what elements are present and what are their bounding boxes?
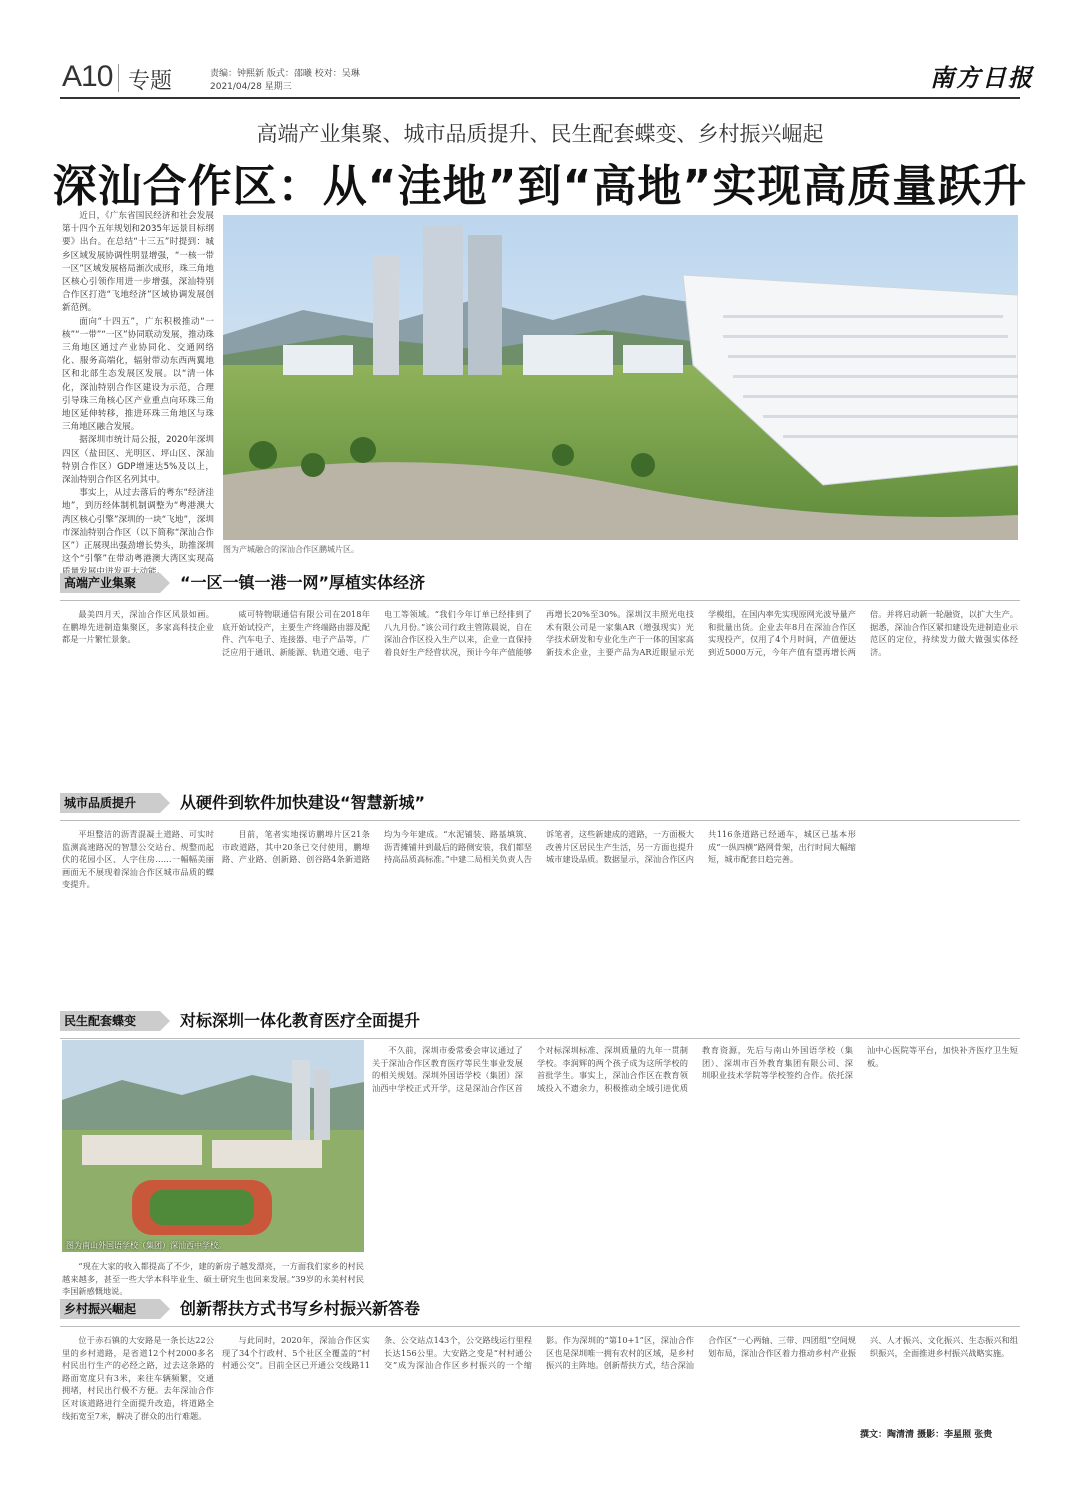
intro-paragraph: 近日，《广东省国民经济和社会发展第十四个五年规划和2035年远景目标纲要》出台。在总结“十三五”时提到：城乡区域发展协调性明显增强，“一核一带一区”区域发展格局渐次成形，珠三角地区核心引领作用进一步增强，深汕特别合作区打造“飞地经济”区域协调发展创新范例。 (62, 211, 214, 314)
headline: 深汕合作区：从“洼地”到“高地”实现高质量跃升 (52, 161, 1028, 212)
lead-paragraph: 最美四月天，深汕合作区风景如画。在鹏埠先进制造集聚区，多家高科技企业都是一片繁忙景象。 (62, 609, 214, 645)
section-rule (60, 600, 1020, 601)
section-rule (60, 1326, 1020, 1327)
section-title: 对标深圳一体化教育医疗全面提升 (180, 1011, 421, 1030)
section-tag: 高端产业集聚 (60, 573, 160, 593)
section-rule (60, 820, 1020, 821)
body-paragraph: 目前，笔者实地探访鹏埠片区21条市政道路，其中20条已交付使用，鹏埠路、产业路、创新路、创谷路4条新道路均为今年建成。“水泥铺装、路基填筑、沥青摊铺井到最后的路侧安装，我们都坚持高品质高标准。”中建二局相关负责人告诉笔者，这些新建成的道路，一方面极大改善片区居民生产生活，另一方面也提升城市建设品质。数据显示，深汕合作区内共116条道路已经通车，城区已基本形成“一纵四横”路网骨架，出行时间大幅缩短，城市配套日趋完善。 (222, 829, 856, 865)
lead-paragraph: 平坦整洁的沥青混凝土道路、可实时监测高速路况的智慧公交站台、规整而起伏的花园小区、人字住房……一幅幅美丽画面无不展现着深汕合作区城市品质的蝶变提升。 (62, 829, 214, 890)
section-body (222, 828, 1018, 1003)
section-title: 从硬件到软件加快建设“智慧新城” (180, 793, 426, 812)
byline: 撰文：陶清清 摄影：李星照 张贵 (860, 1430, 993, 1440)
section-body (372, 1044, 1018, 1384)
lead-paragraph: “现在大家的收入都提高了不少，建的新房子越发漂亮，一方面我们家乡的村民越来越多，甚至一些大学本科毕业生、硕士研究生也回来发展。”39岁的永美村村民李国新感慨地说。 (62, 1261, 364, 1297)
section-tag: 乡村振兴崛起 (60, 1299, 160, 1319)
intro-paragraph: 事实上，从过去落后的粤东“经济洼地”，到历经体制机制调整为“粤港澳大湾区核心引擎”深圳的一块“飞地”，深圳市深汕特别合作区（以下简称“深汕合作区”）正展现出强劲增长势头，助推深圳这个“引擎”在带动粤港澳大湾区实现高 (62, 488, 214, 565)
section-tag: 民生配套蝶变 (60, 1011, 160, 1031)
intro-text (62, 210, 214, 580)
body-paragraph: 与此同时，2020年，深汕合作区实现了34个行政村、5个社区全覆盖的“村村通公交”。目前全区已开通公交线路11条、公交站点143个，公交路线运行里程长达156公里。大安路之变是“村村通公交”成为深汕合作区乡村振兴的一个缩影。作为深圳的“第10+1”区，深汕合作区也是深圳唯一拥有农村的区域，是乡村振兴的主阵地。创新帮扶方式，结合深汕合作区“一心两轴、三带、四团组”空间规划布局，深汕合作区着力推动乡村产业振兴、人才振兴、文化振兴、生态振兴和组织振兴，全面推进乡村振兴战略实施。 (222, 1335, 1018, 1371)
section-header-rural (60, 1296, 1020, 1322)
editor-credits: 责编：钟熙新 版式：邵曦 校对：吴琳 (210, 69, 360, 79)
section-lead (62, 1334, 214, 1446)
section-header-livelihood (60, 1008, 1020, 1034)
section-header-industry (60, 570, 1020, 596)
section-title: “一区一镇一港一网”厚植实体经济 (180, 573, 426, 592)
subheadline: 高端产业集聚、城市品质提升、民生配套蝶变、乡村振兴崛起 (256, 122, 824, 146)
newspaper-logo: 南方日报 (930, 63, 1034, 92)
lead-paragraph: 位于赤石镇的大安路是一条长达22公里的乡村道路，是省道12个村2000多名村民出行生产的必经之路，过去这条路的路面宽度只有3米，来往车辆频繁，交通拥堵，村民出行极不方便。去年深汕合作区对该道路进行全面提升改造，将道路全线拓宽至7米，解决了群众的出行难题。 (62, 1335, 214, 1421)
section-label: 专题 (128, 69, 173, 94)
section-title: 创新帮扶方式书写乡村振兴新答卷 (180, 1299, 421, 1318)
header-divider (118, 64, 119, 92)
school-photo (62, 1040, 364, 1252)
intro-paragraph: 面向“十四五”，广东积极推动“一核”“一带”“一区”协同联动发展，推动珠三角地区通过产业协同化、交通网络化、服务高端化，辐射带动东西两翼地区和北部生态发展区发展。以“清一体化，深汕特别合作区建设为示范，合理引导珠三角核心区产业重点向环珠三角地区延伸转移，推进环珠三角地区与珠三角地区融合发展。 (62, 316, 214, 433)
school-photo-caption: 图为南山外国语学校（集团）深汕西中学校。 (66, 1241, 226, 1250)
section-lead (62, 608, 214, 778)
header-rule (60, 97, 1020, 99)
section-rule (60, 1038, 1020, 1039)
section-header-city (60, 790, 1020, 816)
section-body (222, 1334, 1018, 1422)
hero-photo (223, 215, 1018, 540)
page-number: A10 (62, 60, 113, 93)
intro-paragraph: 据深圳市统计局公报，2020年深圳四区（盐田区、光明区、坪山区、深汕特别合作区）GDP增速达5%及以上，深汕特别合作区名列其中。 (62, 435, 214, 486)
body-paragraph: 威可特物联通信有限公司在2018年底开始试投产，主要生产终端路由器及配件、汽车电子、连接器、电子产品等，广泛应用于通讯、新能源、轨道交通、电子电工等领域。“我们今年订单已经排到了八九月份。”该公司行政主管陈晨说，自在深汕合作区投入生产以来，企业一直保持着良好生产经营状况，预计今年产值能够再增长20%至30%。深圳汉丰照光电技术有限公司是一家集AR（增强现实）光学技术研发和专业化生产于一体的国家高新技术企业，主要产品为AR近眼显示光学模组，在国内率先实现原网光波导量产和批量出货。企业去年8月在深汕合作区实现投产，仅用了4个月时间，产值便达到近5000万元，今年产值有望再增长两倍。并将启动新一轮融资，以扩大生产。据悉，深汕合作区紧扣建设先进制造业示范区的定位，持续发力做大做强实体经济。 (222, 609, 1018, 657)
issue-date: 2021/04/28 星期三 (210, 82, 292, 92)
section-tag: 城市品质提升 (60, 793, 160, 813)
section-body (222, 608, 1018, 778)
section-lead (62, 828, 214, 1003)
hero-caption: 图为产城融合的深汕合作区鹏城片区。 (223, 545, 359, 554)
body-paragraph: 不久前，深圳市委常委会审议通过了关于深汕合作区教育医疗等民生事业发展的相关规划。深圳外国语学校（集团）深汕西中学校正式开学，这是深汕合作区首个对标深圳标准、深圳质量的九年一贯制学校。李润辉的两个孩子成为这所学校的首批学生。事实上，深汕合作区在教育领域投入不遗余力，积极推动全域引进优质教育资源，先后与南山外国语学校（集团）、深圳市百外教育集团有限公司、深圳职业技术学院等学校签约合作。依托深汕中心医院等平台，加快补齐医疗卫生短板。 (372, 1045, 1018, 1093)
